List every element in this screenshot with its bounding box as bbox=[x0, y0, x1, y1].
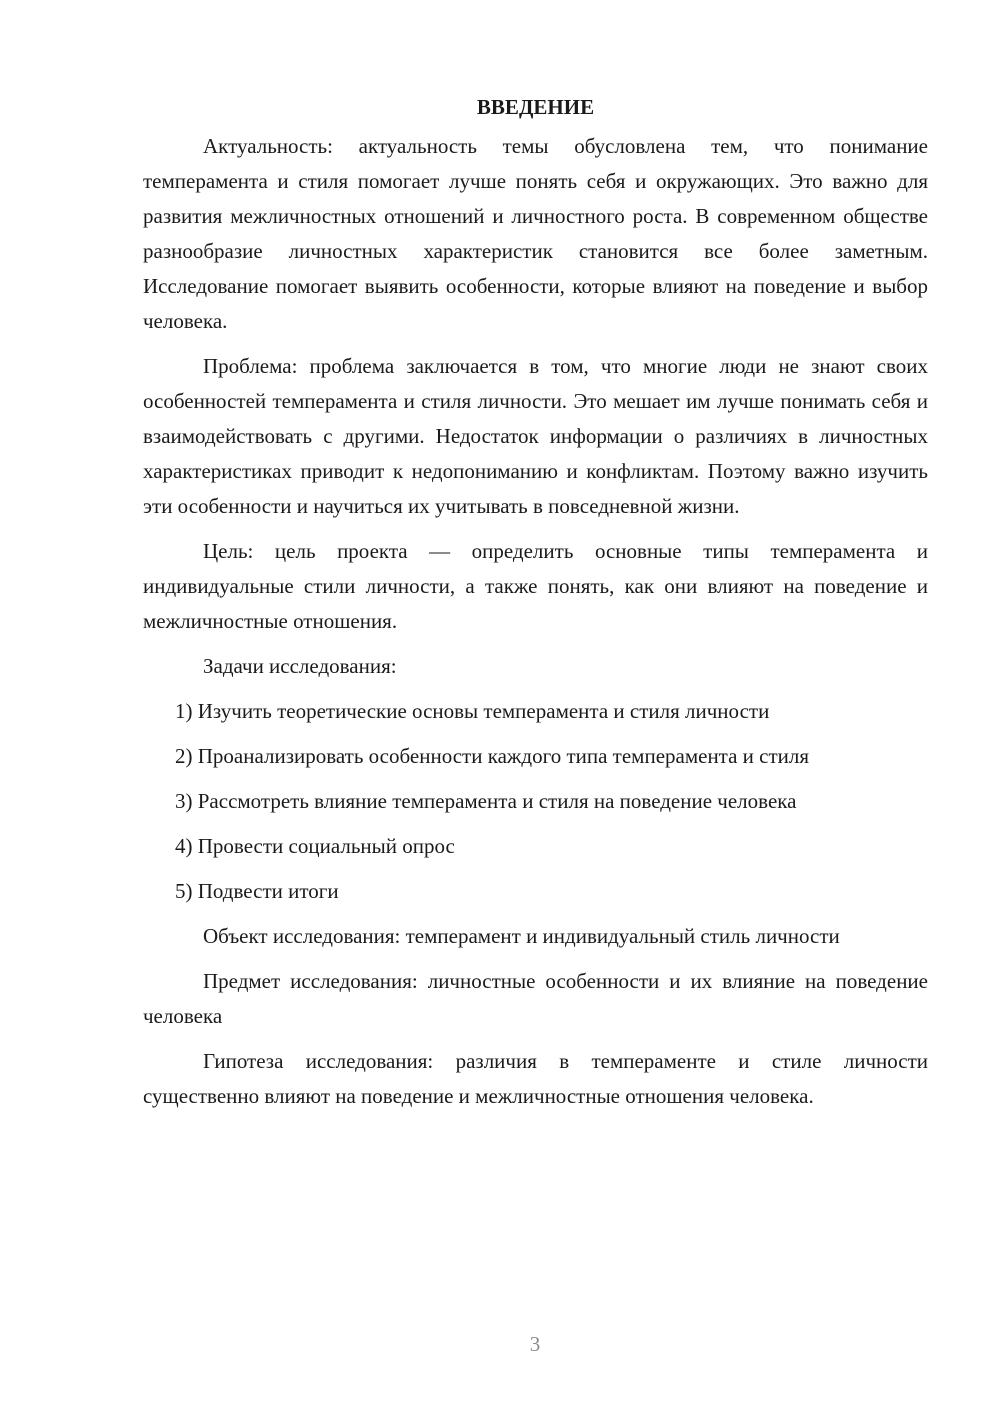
task-item-3: 3) Рассмотреть влияние темперамента и стиля на поведение человека bbox=[175, 789, 797, 813]
document-page bbox=[143, 90, 928, 1124]
page-number: 3 bbox=[529, 1332, 541, 1356]
paragraph-hypothesis: Гипотеза исследования: различия в темпераменте и стиле личности существенно влияют на поведение и межличностные отношения человека. bbox=[143, 1049, 928, 1108]
tasks-heading: Задачи исследования: bbox=[203, 654, 397, 678]
paragraph-goal: Цель: цель проекта — определить основные типы темперамента и индивидуальные стили личности, а также понять, как они влияют на поведение и межличностные отношения. bbox=[143, 539, 928, 633]
document-title: ВВЕДЕНИЕ bbox=[476, 95, 595, 119]
paragraph-subject: Предмет исследования: личностные особенности и их влияние на поведение человека bbox=[143, 969, 928, 1028]
paragraph-object: Объект исследования: темперамент и индивидуальный стиль личности bbox=[203, 924, 840, 948]
task-item-1: 1) Изучить теоретические основы темперамента и стиля личности bbox=[175, 699, 770, 723]
paragraph-problem: Проблема: проблема заключается в том, что многие люди не знают своих особенностей темперамента и стиля личности. Это мешает им лучше понимать себя и взаимодействовать с другими. Недостаток информации о различиях в личностных характеристиках приводит к недопониманию и конфликтам. Поэтому важно изучить эти особенности и научиться их учитывать в повседневной жизни. bbox=[143, 354, 928, 518]
paragraph-relevance: Актуальность: актуальность темы обусловлена тем, что понимание темперамента и стиля помогает лучше понять себя и окружающих. Это важно для развития межличностных отношений и личностного роста. В современном обществе разнообразие личностных характеристик становится все более заметным. Исследование помогает выявить особенности, которые влияют на поведение и выбор человека. bbox=[143, 134, 928, 333]
task-item-2: 2) Проанализировать особенности каждого типа темперамента и стиля bbox=[175, 744, 810, 768]
task-item-5: 5) Подвести итоги bbox=[175, 879, 339, 903]
task-item-4: 4) Провести социальный опрос bbox=[175, 834, 455, 858]
